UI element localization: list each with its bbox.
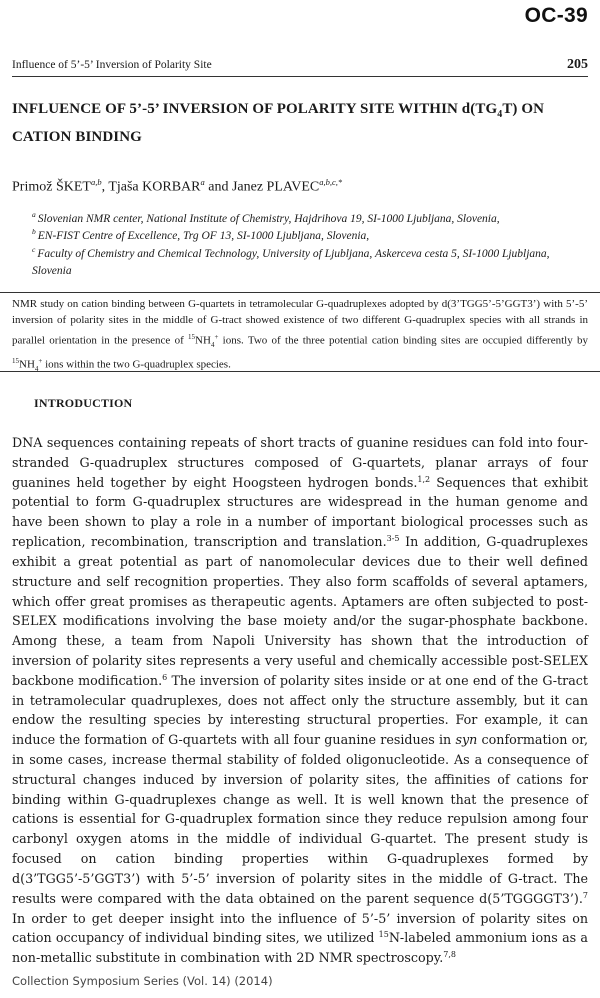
affiliation-mark: c xyxy=(32,245,36,254)
formula-subscript: 4 xyxy=(210,340,215,349)
isotope-mark: 15 xyxy=(12,357,19,366)
author-list xyxy=(12,177,342,196)
author-name: Primož ŠKET xyxy=(12,179,91,195)
isotope-mark: 15 xyxy=(378,930,389,940)
section-heading: INTRODUCTION xyxy=(34,396,133,410)
isotope-mark: 15 xyxy=(188,332,196,341)
introduction-body xyxy=(12,433,588,968)
citation-ref: 7,8 xyxy=(443,949,456,959)
abstract-span: NMR study on cation binding between G-quartets in tetramolecular G-quadruplexes adopted by d(3’TGG5’-5’GGT3’) with 5’-5’ inversion of polarity sites in the middle of G-tract showed existence of two different G-quadruplex species with all strands in parallel orientation in the presence of xyxy=(12,298,588,347)
author-separator: , xyxy=(101,179,109,195)
author-affiliation-marks: a xyxy=(200,177,205,187)
affiliation-marks-text: a,b,c, xyxy=(319,177,338,187)
affiliation-mark: b xyxy=(32,227,36,236)
abstract-span: ions. Two of the three potential cation binding sites are occupied differently by xyxy=(218,334,588,347)
charge-mark: + xyxy=(214,332,219,341)
abstract-code: OC-39 xyxy=(524,4,588,27)
citation-ref: 3-5 xyxy=(386,533,400,543)
affiliation-text: Faculty of Chemistry and Chemical Technology, University of Ljubljana, Askerceva cesta 5, SI-1000 Ljubljana, Slovenia xyxy=(32,247,550,277)
affiliation-text: EN-FIST Centre of Excellence, Trg OF 13, SI-1000 Ljubljana, Slovenia, xyxy=(37,229,370,242)
italic-term: syn xyxy=(455,732,478,748)
affiliation xyxy=(32,241,580,280)
abstract-span: ions within the two G-quadruplex species. xyxy=(42,358,231,371)
affiliation-mark: a xyxy=(32,210,36,219)
citation-ref: 7 xyxy=(582,890,588,900)
author-affiliation-marks: a,b xyxy=(90,177,102,187)
running-title: Influence of 5’-5’ Inversion of Polarity Site xyxy=(12,59,212,71)
author-affiliation-marks xyxy=(319,177,342,187)
affiliation-text: Slovenian NMR center, National Institute of Chemistry, Hajdrihova 19, SI-1000 Ljubljana, Slovenia, xyxy=(37,212,500,225)
title-subscript: 4 xyxy=(497,109,503,120)
body-text: DNA sequences containing repeats of short tracts of guanine residues can fold into four-stranded G-quadruplex structures composed of G-quartets, planar arrays of four guanines held together by eight Hoogsteen hydrogen bonds. xyxy=(12,435,588,490)
abstract-box xyxy=(0,292,600,372)
body-text: conformation or, in some cases, increase thermal stability of folded oligonucleotide. As a consequence of structural changes induced by inversion of polarity sites, the affinities of cations for binding within G-quadruplexes change as well. It is well known that the presence of cations is essential for G-quadruplex formation since they reduce repulsion among four carbonyl oxygen atoms in the middle of individual G-quartet. The present study is focused on cation binding properties within G-quadruplexes formed by d(3’TGG5’-5’GGT3’) with 5’-5’ inversion of polarity sites in the middle of G-tract. The results were compared with the data obtained on the parent sequence d(5’TGGGGT3’). xyxy=(12,732,588,906)
abstract-text xyxy=(0,293,600,377)
title-part-1: INFLUENCE OF 5’-5’ INVERSION OF POLARITY SITE WITHIN d(TG xyxy=(12,101,498,117)
author-separator: and xyxy=(204,179,232,195)
page-footer: Collection Symposium Series (Vol. 14) (2014) xyxy=(12,974,273,988)
author-name: Tjaša KORBAR xyxy=(108,179,201,195)
formula-subscript: 4 xyxy=(34,364,39,373)
title-part-2: T) ON CATION BINDING xyxy=(12,101,545,145)
citation-ref: 1,2 xyxy=(417,474,431,484)
ammonium-formula: NH xyxy=(19,358,35,371)
running-header xyxy=(12,56,588,77)
body-text: In addition, G-quadruplexes exhibit a great potential as part of nanomolecular devices due to their well defined structure and self recognition properties. They also form scaffolds of several aptamers, which offer great promises as therapeutic agents. Aptamers are often subjected to post-SELEX modifications involving the base moiety and/or the sugar-phosphate backbone. Among these, a team from Napoli University has shown that the introduction of inversion of polarity sites represents a very useful and chemically accessible post-SELEX backbone modification. xyxy=(12,534,588,688)
ammonium-formula: NH xyxy=(195,334,211,347)
citation-ref: 6 xyxy=(162,672,168,682)
corresponding-author-mark: * xyxy=(337,177,343,187)
paper-title xyxy=(12,98,572,149)
author-name: Janez PLAVEC xyxy=(231,179,320,195)
charge-mark: + xyxy=(38,357,43,366)
body-text: The inversion of polarity sites inside or at one end of the G-tract in tetramolecular quadruplexes, does not affect only the structure assembly, but it can endow the resulting species by interesting structural properties. For example, it can induce the formation of G-quartets with all four guanine residues in xyxy=(12,672,588,748)
body-text: In order to get deeper insight into the influence of 5’-5’ inversion of polarity sites on cation occupancy of individual binding sites, we utilized xyxy=(12,910,588,946)
body-text: Sequences that exhibit potential to form G-quadruplex structures are widespread in the human genome and have been shown to play a role in a number of important biological processes such as replication, recombination, transcription and translation. xyxy=(12,474,588,550)
page-number: 205 xyxy=(567,57,588,72)
body-text: N-labeled ammonium ions as a non-metallic substitute in combination with 2D NMR spectroscopy. xyxy=(12,930,588,966)
